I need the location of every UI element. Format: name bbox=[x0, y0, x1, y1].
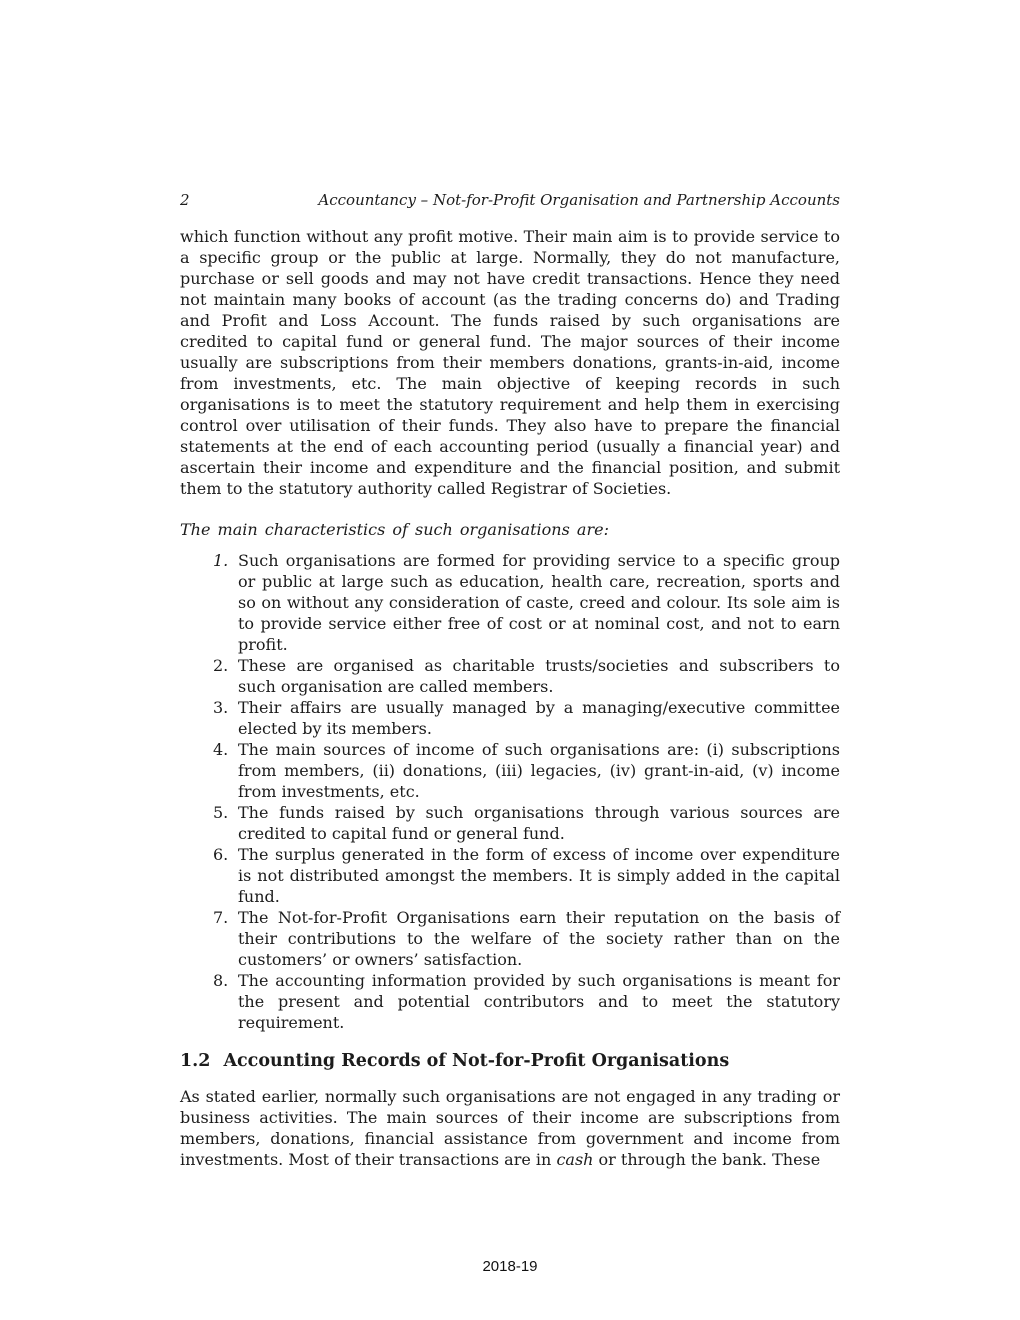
characteristics-intro: The main characteristics of such organisations are: bbox=[180, 520, 609, 539]
running-header bbox=[180, 190, 840, 210]
list-item-text: The surplus generated in the form of excess of income over expenditure is not distributed amongst the members. It is simply added in the capital fund. bbox=[238, 845, 840, 906]
list-item-number: 7. bbox=[213, 908, 229, 927]
list-item bbox=[180, 739, 840, 802]
list-item-number: 8. bbox=[213, 971, 229, 990]
list-item-number: 2. bbox=[213, 656, 229, 675]
list-item-text: Such organisations are formed for providing service to a specific group or public at large such as education, health care, recreation, sports and so on without any consideration of caste, creed and colour. Its sole aim is to provide service either free of cost or at nominal cost, and not to earn profit. bbox=[238, 551, 840, 654]
page-content bbox=[180, 226, 840, 1170]
list-item-text: The accounting information provided by such organisations is meant for the present and potential contributors and to meet the statutory requirement. bbox=[238, 971, 840, 1032]
list-item bbox=[180, 907, 840, 970]
section-paragraph-text-cont: or through the bank. These bbox=[593, 1150, 821, 1169]
list-item-number: 1. bbox=[213, 551, 229, 570]
list-item bbox=[180, 802, 840, 844]
list-item bbox=[180, 550, 840, 655]
running-header-title: Accountancy – Not-for-Profit Organisation and Partnership Accounts bbox=[318, 191, 840, 209]
list-item-text: Their affairs are usually managed by a managing/executive committee elected by its members. bbox=[238, 698, 840, 738]
list-item bbox=[180, 970, 840, 1033]
list-item-number: 4. bbox=[213, 740, 229, 759]
list-item bbox=[180, 655, 840, 697]
intro-paragraph: which function without any profit motive. Their main aim is to provide service to a specific group or the public at large. Normally, they do not manufacture, purchase or sell goods and may not have credit transactions. Hence they need not maintain many books of account (as the trading concerns do) and Trading and Profit and Loss Account. The funds raised by such organisations are credited to capital fund or general fund. The major sources of their income usually are subscriptions from their members donations, grants-in-aid, income from investments, etc. The main objective of keeping records in such organisations is to meet the statutory requirement and help them in exercising control over utilisation of their funds. They also have to prepare the financial statements at the end of each accounting period (usually a financial year) and ascertain their income and expenditure and the financial position, and submit them to the statutory authority called Registrar of Societies. bbox=[180, 227, 840, 498]
list-item-text: The Not-for-Profit Organisations earn their reputation on the basis of their contributions to the welfare of the society rather than on the customers’ or owners’ satisfaction. bbox=[238, 908, 840, 969]
list-item-text: The funds raised by such organisations through various sources are credited to capital fund or general fund. bbox=[238, 803, 840, 843]
list-item-number: 5. bbox=[213, 803, 229, 822]
section-title: Accounting Records of Not-for-Profit Organisations bbox=[223, 1051, 730, 1071]
section-heading bbox=[180, 1050, 840, 1072]
list-item bbox=[180, 697, 840, 739]
list-item-text: The main sources of income of such organisations are: (i) subscriptions from members, (ii) donations, (iii) legacies, (iv) grant-in-aid, (v) income from investments, etc. bbox=[238, 740, 840, 801]
footer-year-label: 2018-19 bbox=[482, 1258, 538, 1275]
list-item-text: These are organised as charitable trusts/societies and subscribers to such organisation are called members. bbox=[238, 656, 840, 696]
page-number: 2 bbox=[180, 191, 190, 209]
section-paragraph-text: As stated earlier, normally such organisations are not engaged in any trading or business activities. The main sources of their income are subscriptions from members, donations, financial assistance from government and income from investments. Most of their transactions are in bbox=[180, 1087, 840, 1169]
page-footer bbox=[0, 1258, 1020, 1275]
section-paragraph bbox=[180, 1086, 840, 1170]
list-item bbox=[180, 844, 840, 907]
section-number: 1.2 bbox=[180, 1051, 211, 1071]
italic-term-cash: cash bbox=[556, 1150, 594, 1169]
list-item-number: 6. bbox=[213, 845, 229, 864]
characteristics-list bbox=[180, 550, 840, 1033]
list-item-number: 3. bbox=[213, 698, 229, 717]
